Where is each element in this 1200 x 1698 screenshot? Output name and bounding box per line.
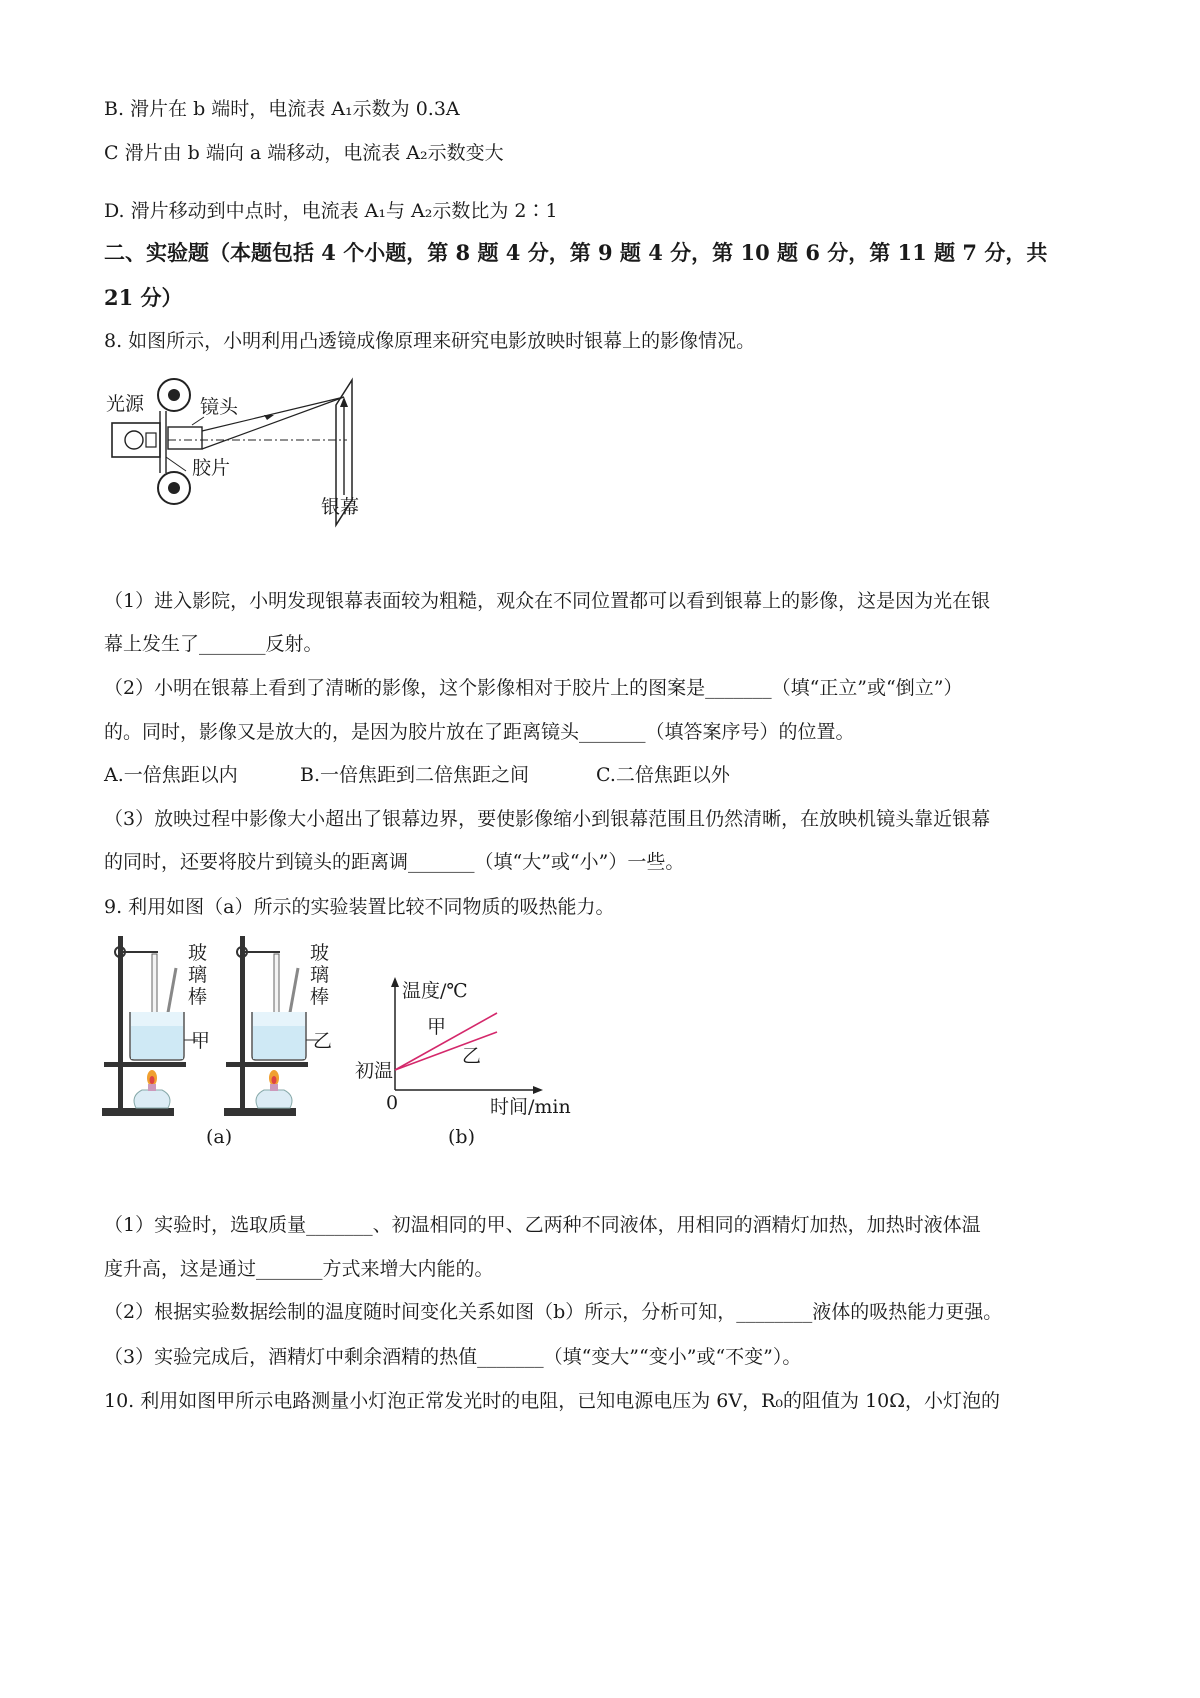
graph-y-label: 温度/℃: [402, 980, 468, 1002]
option-d: D. 滑片移动到中点时，电流表 A₁与 A₂示数比为 2∶1: [104, 200, 558, 222]
q8-part1-line2: 幕上发生了_______反射。: [104, 633, 323, 655]
q8-part2-line1: （2）小明在银幕上看到了清晰的影像，这个影像相对于胶片上的图案是_______（填“正立”或“倒立”）: [104, 677, 963, 699]
option-c: C 滑片由 b 端向 a 端移动，电流表 A₂示数变大: [104, 142, 504, 164]
graph-x-label: 时间/min: [490, 1096, 571, 1118]
q8-part2-line2: 的。同时，影像又是放大的，是因为胶片放在了距离镜头_______（填答案序号）的位置。: [104, 721, 855, 743]
figure-b-caption: (b): [448, 1126, 475, 1148]
graph-origin-label: 0: [386, 1092, 399, 1114]
section-title-line2: 21 分）: [104, 285, 183, 310]
q9-part3: （3）实验完成后，酒精灯中剩余酒精的热值_______（填“变大”“变小”或“不变”）。: [104, 1346, 802, 1368]
q8-choice-c: C.二倍焦距以外: [596, 764, 730, 786]
q8-part3-line1: （3）放映过程中影像大小超出了银幕边界，要使影像缩小到银幕范围且仍然清晰，在放映机镜头靠近银幕: [104, 808, 991, 830]
q8-part1-line1: （1）进入影院，小明发现银幕表面较为粗糙，观众在不同位置都可以看到银幕上的影像，这是因为光在银: [104, 590, 991, 612]
q9-part2: （2）根据实验数据绘制的温度随时间变化关系如图（b）所示，分析可知，________液体的吸热能力更强。: [104, 1301, 1003, 1323]
q8-choice-b: B.一倍焦距到二倍焦距之间: [300, 764, 530, 786]
label-lens: 镜头: [200, 396, 239, 418]
option-b: B. 滑片在 b 端时，电流表 A₁示数为 0.3A: [104, 98, 460, 120]
label-screen: 银幕: [321, 496, 360, 518]
q9-part1-line2: 度升高，这是通过_______方式来增大内能的。: [104, 1258, 494, 1280]
label-light-source: 光源: [106, 393, 145, 415]
figure-a-caption: (a): [206, 1126, 233, 1148]
liquid-jia-label: 甲: [191, 1030, 211, 1052]
label-film: 胶片: [192, 457, 231, 479]
q9-part1-line1: （1）实验时，选取质量_______、初温相同的甲、乙两种不同液体，用相同的酒精灯加热，加热时液体温: [104, 1214, 981, 1236]
liquid-yi-label: 乙: [313, 1030, 333, 1052]
graph-line-jia-label: 甲: [427, 1016, 447, 1038]
graph-line-yi-label: 乙: [462, 1045, 482, 1067]
heating-apparatus-figure: [100, 928, 340, 1118]
rod-label-1: 玻 璃 棒: [188, 942, 208, 1008]
q8-stem: 8. 如图所示，小明利用凸透镜成像原理来研究电影放映时银幕上的影像情况。: [104, 330, 756, 352]
rod-label-2: 玻 璃 棒: [310, 942, 330, 1008]
q8-part3-line2: 的同时，还要将胶片到镜头的距离调_______（填“大”或“小”）一些。: [104, 851, 685, 873]
graph-initial-temp-label: 初温: [355, 1060, 394, 1082]
q8-choice-a: A.一倍焦距以内: [104, 764, 238, 786]
section-title-line1: 二、实验题（本题包括 4 个小题，第 8 题 4 分，第 9 题 4 分，第 10 题 6 分，第 11 题 7 分，共: [104, 240, 1048, 265]
q10-stem: 10. 利用如图甲所示电路测量小灯泡正常发光时的电阻，已知电源电压为 6V，R₀的阻值为 10Ω，小灯泡的: [104, 1390, 1000, 1412]
q9-stem: 9. 利用如图（a）所示的实验装置比较不同物质的吸热能力。: [104, 896, 615, 918]
